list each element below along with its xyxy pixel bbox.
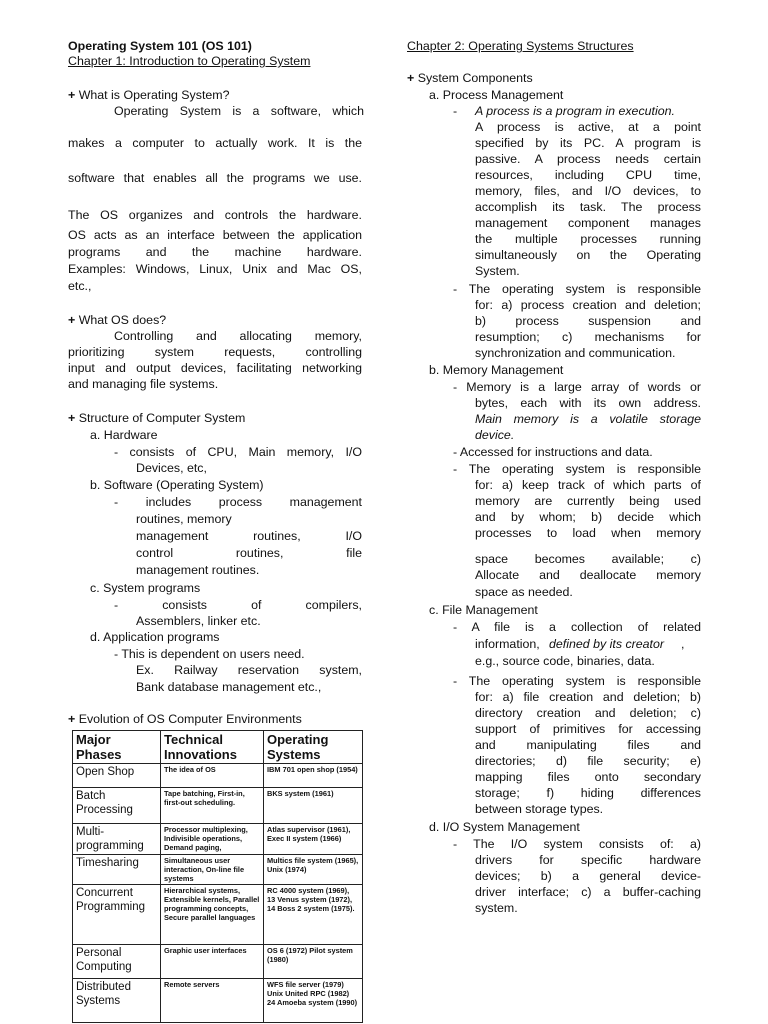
right-text-line: [475, 493, 701, 509]
right-text-line: [475, 329, 701, 345]
right-text: processes to load when memory: [475, 526, 701, 540]
right-text-line: [475, 753, 701, 769]
right-text: space as needed.: [475, 585, 573, 599]
right-text-line: [475, 653, 655, 669]
right-text-line: [453, 103, 457, 119]
right-text: Main memory is a volatile storage: [475, 412, 701, 426]
right-text: and manipulating files and: [475, 738, 701, 752]
right-text-line: [475, 477, 701, 493]
left-text-line: [136, 545, 362, 561]
right-text-line: [475, 263, 520, 279]
right-text: for: a) keep track of which parts of: [475, 478, 701, 492]
left-text: d. Application programs: [90, 630, 220, 644]
left-text: programs and the machine hardware.: [68, 245, 362, 259]
table-row: [73, 855, 363, 885]
table-header-row: [73, 731, 363, 764]
left-text: Evolution of OS Computer Environments: [78, 712, 302, 726]
phase-cell: Multi-programming: [73, 824, 161, 855]
left-text-line: [136, 460, 207, 476]
right-text-line: [407, 38, 634, 54]
left-text-line: [136, 562, 259, 578]
right-text: a. Process Management: [429, 88, 564, 102]
left-text: Devices, etc,: [136, 461, 207, 475]
right-text: - The I/O system consists of: a): [453, 837, 701, 851]
left-text-line: [68, 278, 91, 294]
right-text: information,: [475, 637, 540, 651]
left-text: Structure of Computer System: [78, 411, 246, 425]
right-text: specified by its PC. A program is: [475, 136, 701, 150]
phase-cell: Personal Computing: [73, 945, 161, 979]
phase-cell: Distributed Systems: [73, 979, 161, 1023]
os-cell: Atlas supervisor (1961), Exec II system (1966): [264, 824, 363, 855]
plus-bullet-icon: +: [68, 411, 79, 425]
right-text: ,: [681, 637, 685, 651]
right-text-line: [453, 836, 701, 852]
right-text-line: [453, 673, 701, 689]
table-row: [73, 764, 363, 788]
right-text-line: [475, 551, 701, 567]
right-text: space becomes available; c): [475, 552, 701, 566]
right-text-line: [475, 884, 701, 900]
right-text: devices; b) a general device-: [475, 869, 701, 883]
left-text-line: [68, 261, 362, 277]
right-text-line: [475, 785, 701, 801]
left-text: b. Software (Operating System): [90, 478, 264, 492]
innovation-cell: Tape batching, First-in, first-out scheduling.: [161, 788, 264, 824]
innovation-cell: Remote servers: [161, 979, 264, 1023]
right-text-line: [429, 362, 563, 378]
left-text: Operating System is a software, which: [114, 104, 364, 118]
right-text: directory creation and deletion; c): [475, 706, 701, 720]
innovation-cell: Hierarchical systems, Extensible kernels, Parallel programming concepts, Secure parallel languages: [161, 885, 264, 945]
right-text-line: [475, 231, 701, 247]
table-header: Operating Systems: [264, 731, 363, 764]
right-text: directories; d) file security; e): [475, 754, 701, 768]
right-text-line: [429, 602, 538, 618]
right-text: d. I/O System Management: [429, 820, 580, 834]
left-text-line: [114, 328, 362, 344]
right-text: and by whom; b) decide which: [475, 510, 701, 524]
right-text-line: [475, 199, 701, 215]
right-text-line: [475, 297, 701, 313]
left-text-line: [136, 528, 362, 544]
left-text-line: [68, 312, 166, 328]
left-text-line: [114, 646, 305, 662]
right-text-line: [475, 509, 701, 525]
os-cell: BKS system (1961): [264, 788, 363, 824]
left-text-line: [90, 427, 158, 443]
right-text-line: [475, 103, 675, 119]
left-text: c. System programs: [90, 581, 201, 595]
right-text: support of primitives for accessing: [475, 722, 701, 736]
innovation-cell: The idea of OS: [161, 764, 264, 788]
right-text: - The operating system is responsible: [453, 462, 701, 476]
plus-bullet-icon: +: [68, 313, 79, 327]
left-text-line: [68, 410, 245, 426]
left-text: prioritizing system requests, controlling: [68, 345, 362, 359]
innovation-cell: Simultaneous user interaction, On-line file systems: [161, 855, 264, 885]
right-text: mapping files onto secondary: [475, 770, 701, 784]
right-text-line: [475, 769, 701, 785]
left-text-line: [114, 103, 364, 119]
right-text-line: [475, 313, 701, 329]
right-text: - The operating system is responsible: [453, 282, 701, 296]
left-text: Controlling and allocating memory,: [114, 329, 362, 343]
plus-bullet-icon: +: [407, 71, 418, 85]
left-text-line: [68, 170, 362, 186]
right-text-line: [453, 461, 701, 477]
right-text: storage; f) hiding differences: [475, 786, 701, 800]
left-text: Examples: Windows, Linux, Unix and Mac OS,: [68, 262, 362, 276]
right-text-line: [475, 247, 701, 263]
right-text: resumption; c) mechanisms for: [475, 330, 701, 344]
right-text: Allocate and deallocate memory: [475, 568, 701, 582]
right-text-line: [475, 525, 701, 541]
left-text: - This is dependent on users need.: [114, 647, 305, 661]
right-text-line: [475, 427, 514, 443]
left-text: and managing file systems.: [68, 377, 219, 391]
os-evolution-table: [72, 730, 363, 1023]
right-text: memory are currently being used: [475, 494, 701, 508]
left-text: What is Operating System?: [78, 88, 230, 102]
right-text-line: [475, 705, 701, 721]
left-text: Ex. Railway reservation system,: [136, 663, 362, 677]
right-text-line: [453, 444, 653, 460]
left-text-line: [68, 135, 362, 151]
left-text: Bank database management etc.,: [136, 680, 322, 694]
left-text-line: [114, 597, 362, 613]
left-text: control routines, file: [136, 546, 362, 560]
plus-bullet-icon: +: [68, 88, 79, 102]
right-text-line: [475, 852, 701, 868]
left-text-line: [68, 244, 362, 260]
right-text: System Components: [417, 71, 533, 85]
right-text: driver interface; c) a buffer-caching: [475, 885, 701, 899]
right-text-line: [475, 395, 701, 411]
right-text: e.g., source code, binaries, data.: [475, 654, 655, 668]
right-text-line: [475, 119, 701, 135]
left-text-line: [90, 580, 200, 596]
right-text-line: [475, 737, 701, 753]
left-text: a. Hardware: [90, 428, 158, 442]
right-text: defined by its creator: [549, 637, 665, 651]
right-text-line: [475, 215, 701, 231]
right-text: A process is a program in execution.: [475, 104, 675, 118]
plus-bullet-icon: +: [68, 712, 79, 726]
table-header: Technical Innovations: [161, 731, 264, 764]
left-text: software that enables all the programs we use.: [68, 171, 362, 185]
left-text: etc.,: [68, 279, 92, 293]
right-text-line: [429, 819, 580, 835]
left-text: - consists of compilers,: [114, 598, 362, 612]
right-text-line: [475, 167, 701, 183]
right-text-line: [407, 70, 533, 86]
left-text: OS acts as an interface between the application: [68, 228, 362, 242]
left-text-line: [68, 207, 362, 223]
left-text-line: [68, 53, 310, 69]
left-text: management routines, I/O: [136, 529, 362, 543]
left-text: routines, memory: [136, 512, 232, 526]
left-text-line: [136, 662, 362, 678]
right-text: system.: [475, 901, 518, 915]
left-text-line: [90, 629, 219, 645]
left-text-line: [68, 227, 362, 243]
right-text-line: [681, 636, 684, 652]
phase-cell: Timesharing: [73, 855, 161, 885]
os-cell: OS 6 (1972) Pilot system (1980): [264, 945, 363, 979]
left-text-line: [114, 444, 362, 460]
right-text-line: [429, 87, 563, 103]
right-text: for: a) process creation and deletion;: [475, 298, 701, 312]
left-text: - consists of CPU, Main memory, I/O: [114, 445, 362, 459]
innovation-cell: Graphic user interfaces: [161, 945, 264, 979]
left-text-line: [114, 494, 362, 510]
right-text: Chapter 2: Operating Systems Structures: [407, 39, 634, 53]
right-text-line: [475, 689, 701, 705]
left-text-line: [136, 613, 261, 629]
right-text: accomplish its task. The process: [475, 200, 701, 214]
table-row: [73, 788, 363, 824]
right-text: b) process suspension and: [475, 314, 701, 328]
right-text-line: [475, 900, 518, 916]
left-text: - includes process management: [114, 495, 362, 509]
left-text: input and output devices, facilitating networking: [68, 361, 362, 375]
right-text-line: [475, 636, 540, 652]
phase-cell: Open Shop: [73, 764, 161, 788]
left-text-line: [68, 360, 362, 376]
right-text: for: a) file creation and deletion; b): [475, 690, 701, 704]
table-row: [73, 824, 363, 855]
right-text: between storage types.: [475, 802, 604, 816]
os-cell: RC 4000 system (1969), 13 Venus system (1972), 14 Boss 2 system (1975).: [264, 885, 363, 945]
left-text: makes a computer to actually work. It is the: [68, 136, 362, 150]
left-text-line: [68, 376, 218, 392]
phase-cell: Batch Processing: [73, 788, 161, 824]
left-text-line: [136, 679, 321, 695]
left-text-line: [68, 344, 362, 360]
right-text: -: [453, 104, 458, 118]
table-row: [73, 979, 363, 1023]
right-text: A process is active, at a point: [475, 120, 701, 134]
right-text: - A file is a collection of related: [453, 620, 701, 634]
left-text-line: [136, 511, 232, 527]
os-cell: Multics file system (1965), Unix (1974): [264, 855, 363, 885]
right-text-line: [453, 619, 701, 635]
right-text: System.: [475, 264, 520, 278]
right-text-line: [453, 379, 701, 395]
right-text: c. File Management: [429, 603, 538, 617]
os-cell: WFS file server (1979) Unix United RPC (1982) 24 Amoeba system (1990): [264, 979, 363, 1023]
left-text: What OS does?: [78, 313, 167, 327]
table-row: [73, 945, 363, 979]
right-text-line: [475, 584, 573, 600]
table-row: [73, 885, 363, 945]
left-text: The OS organizes and controls the hardware.: [68, 208, 362, 222]
right-text-line: [453, 281, 701, 297]
right-text: passive. A process needs certain: [475, 152, 701, 166]
left-text-line: [68, 87, 230, 103]
right-text: bytes, each with its own address.: [475, 396, 701, 410]
right-text: - Accessed for instructions and data.: [453, 445, 653, 459]
right-text: resources, including CPU time,: [475, 168, 701, 182]
right-text-line: [475, 567, 701, 583]
phase-cell: Concurrent Programming: [73, 885, 161, 945]
right-text-line: [475, 135, 701, 151]
right-text-line: [475, 721, 701, 737]
os-cell: IBM 701 open shop (1954): [264, 764, 363, 788]
left-text-line: [90, 477, 264, 493]
right-text-line: [475, 801, 603, 817]
table-header: Major Phases: [73, 731, 161, 764]
right-text: - The operating system is responsible: [453, 674, 701, 688]
left-text: Assemblers, linker etc.: [136, 614, 261, 628]
right-text-line: [475, 345, 675, 361]
right-text: drivers for specific hardware: [475, 853, 701, 867]
left-text-line: [68, 38, 252, 54]
right-text: the multiple processes running: [475, 232, 701, 246]
left-text: management routines.: [136, 563, 260, 577]
right-text-line: [549, 636, 664, 652]
right-text-line: [475, 151, 701, 167]
right-text: simultaneously on the Operating: [475, 248, 701, 262]
right-text: - Memory is a large array of words or: [453, 380, 701, 394]
right-text-line: [475, 183, 701, 199]
right-text-line: [475, 411, 701, 427]
right-text-line: [475, 868, 701, 884]
right-text: synchronization and communication.: [475, 346, 676, 360]
left-text-line: [68, 711, 302, 727]
right-text: b. Memory Management: [429, 363, 564, 377]
right-text: device.: [475, 428, 515, 442]
innovation-cell: Processor multiplexing, Indivisible operations, Demand paging,: [161, 824, 264, 855]
right-text: memory, files, and I/O devices, to: [475, 184, 701, 198]
left-text: Chapter 1: Introduction to Operating System: [68, 54, 311, 68]
left-text: Operating System 101 (OS 101): [68, 39, 252, 53]
right-text: management component manages: [475, 216, 701, 230]
